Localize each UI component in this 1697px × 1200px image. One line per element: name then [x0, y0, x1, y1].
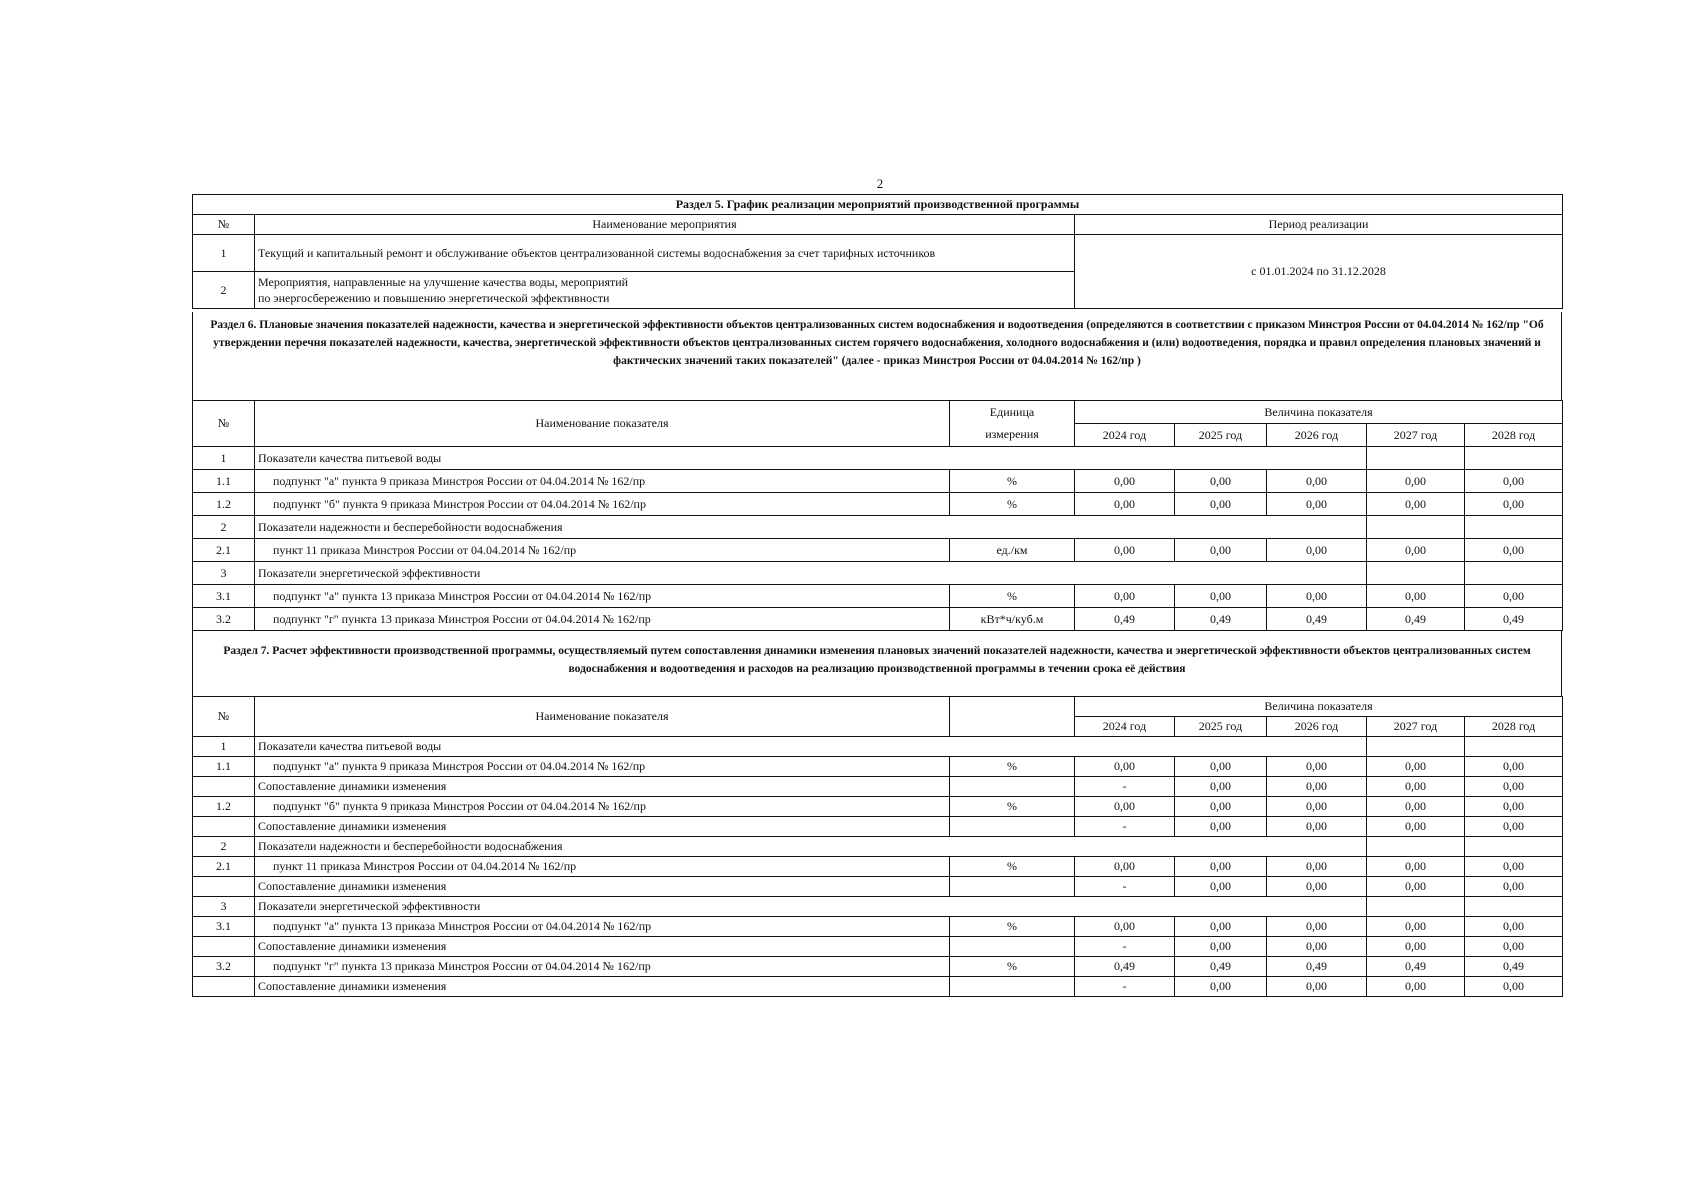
row-value: 0,00 — [1267, 797, 1367, 817]
row-value: - — [1075, 877, 1175, 897]
row-indicator-name: подпункт "а" пункта 9 приказа Минстроя России от 04.04.2014 № 162/пр — [255, 470, 950, 493]
row-value: 0,00 — [1465, 470, 1563, 493]
row-unit: % — [950, 917, 1075, 937]
section7 — [192, 630, 1562, 997]
row-value: 0,00 — [1367, 777, 1465, 797]
row-indicator-name: подпункт "а" пункта 13 приказа Минстроя России от 04.04.2014 № 162/пр — [255, 917, 950, 937]
row-value: 0,00 — [1465, 917, 1563, 937]
table-dynamics-row — [193, 877, 1563, 897]
row-empty-cell — [1465, 837, 1563, 857]
section5-table — [192, 194, 1563, 309]
section6-title: Раздел 6. Плановые значения показателей надежности, качества и энергетической эффективности объектов централизованных систем водоснабжения и водоотведения (определяются в соответствии с приказом Минстроя России от 04.04.2014 № 162/пр "Об утверждении перечня показателей надежности, качества, энергетической эффективности объектов централизованных систем горячего водоснабжения, холодного водоснабжения и (или) водоотведения, порядка и правил определения плановых значений и фактических значений таких показателей" (далее - приказ Минстроя России от 04.04.2014 № 162/пр ) — [192, 312, 1562, 400]
row-value: 0,00 — [1267, 539, 1367, 562]
row-num: 1.2 — [193, 797, 255, 817]
row-value: 0,00 — [1367, 757, 1465, 777]
section6-header-year: 2028 год — [1465, 424, 1563, 447]
row-value: 0,49 — [1175, 957, 1267, 977]
row-indicator-name: Сопоставление динамики изменения — [255, 977, 950, 997]
row-value: 0,00 — [1367, 493, 1465, 516]
table-row — [193, 757, 1563, 777]
row-value: 0,00 — [1367, 977, 1465, 997]
section6-header-unit-line2: измерения — [950, 424, 1075, 447]
row-num — [193, 777, 255, 797]
row-unit: % — [950, 470, 1075, 493]
row-group-name: Показатели надежности и бесперебойности водоснабжения — [255, 837, 1367, 857]
row-value: 0,00 — [1465, 777, 1563, 797]
section7-header-name: Наименование показателя — [255, 697, 950, 737]
table-group-row — [193, 516, 1563, 539]
row-value: 0,00 — [1465, 817, 1563, 837]
row-value: - — [1075, 777, 1175, 797]
section5-title: Раздел 5. График реализации мероприятий производственной программы — [193, 195, 1563, 215]
section7-title: Раздел 7. Расчет эффективности производственной программы, осуществляемый путем сопоставления динамики изменения плановых значений показателей надежности, качества и энергетической эффективности объектов централизованных систем водоснабжения и водоотведения и расходов на реализацию производственной программы в течении срока её действия — [192, 630, 1562, 696]
row-value: 0,00 — [1267, 937, 1367, 957]
row-value: 0,00 — [1367, 877, 1465, 897]
row-num: 3 — [193, 897, 255, 917]
row-value: 0,00 — [1175, 977, 1267, 997]
row-unit — [950, 877, 1075, 897]
row-value: 0,00 — [1367, 470, 1465, 493]
row-indicator-name: подпункт "г" пункта 13 приказа Минстроя России от 04.04.2014 № 162/пр — [255, 608, 950, 631]
row-value: 0,00 — [1367, 857, 1465, 877]
row-num: 1.1 — [193, 470, 255, 493]
section6-header-year: 2026 год — [1267, 424, 1367, 447]
section7-header-year: 2025 год — [1175, 717, 1267, 737]
row-value: 0,00 — [1175, 917, 1267, 937]
row-value: 0,00 — [1175, 539, 1267, 562]
row-num: 2 — [193, 837, 255, 857]
row-value: 0,00 — [1267, 493, 1367, 516]
row-indicator-name: Сопоставление динамики изменения — [255, 877, 950, 897]
row-unit — [950, 777, 1075, 797]
row-value: 0,00 — [1075, 797, 1175, 817]
table-group-row — [193, 562, 1563, 585]
row-unit — [950, 977, 1075, 997]
row-group-name: Показатели надежности и бесперебойности водоснабжения — [255, 516, 1367, 539]
row-value: 0,00 — [1175, 797, 1267, 817]
section5-row-name-line1: Мероприятия, направленные на улучшение качества воды, мероприятий — [258, 275, 629, 289]
row-value: 0,49 — [1367, 957, 1465, 977]
row-value: 0,00 — [1465, 539, 1563, 562]
row-value: 0,00 — [1175, 777, 1267, 797]
row-value: 0,00 — [1175, 757, 1267, 777]
row-value: 0,49 — [1075, 608, 1175, 631]
row-unit: % — [950, 797, 1075, 817]
row-num: 2.1 — [193, 539, 255, 562]
section7-body — [193, 737, 1563, 997]
row-indicator-name: Сопоставление динамики изменения — [255, 937, 950, 957]
table-row — [193, 493, 1563, 516]
row-num — [193, 977, 255, 997]
section5-row-name — [255, 272, 1075, 309]
section7-header-year: 2027 год — [1367, 717, 1465, 737]
table-row — [193, 797, 1563, 817]
row-value: 0,00 — [1075, 470, 1175, 493]
section7-header-year: 2024 год — [1075, 717, 1175, 737]
row-value: 0,00 — [1175, 937, 1267, 957]
row-unit: ед./км — [950, 539, 1075, 562]
section7-header-value-group: Величина показателя — [1075, 697, 1563, 717]
row-value: 0,00 — [1267, 470, 1367, 493]
section6-header-year: 2024 год — [1075, 424, 1175, 447]
row-num: 3.2 — [193, 608, 255, 631]
row-num: 2.1 — [193, 857, 255, 877]
row-value: 0,00 — [1267, 817, 1367, 837]
row-indicator-name: подпункт "а" пункта 13 приказа Минстроя России от 04.04.2014 № 162/пр — [255, 585, 950, 608]
row-value: 0,49 — [1465, 957, 1563, 977]
section6-header-value-group: Величина показателя — [1075, 401, 1563, 424]
row-value: - — [1075, 977, 1175, 997]
row-indicator-name: Сопоставление динамики изменения — [255, 817, 950, 837]
row-empty-cell — [1367, 837, 1465, 857]
section6-body — [193, 447, 1563, 631]
row-empty-cell — [1465, 447, 1563, 470]
row-indicator-name: пункт 11 приказа Минстроя России от 04.04.2014 № 162/пр — [255, 857, 950, 877]
row-empty-cell — [1367, 516, 1465, 539]
row-value: 0,00 — [1175, 470, 1267, 493]
row-value: 0,49 — [1267, 957, 1367, 977]
row-indicator-name: подпункт "а" пункта 9 приказа Минстроя России от 04.04.2014 № 162/пр — [255, 757, 950, 777]
row-value: 0,00 — [1267, 977, 1367, 997]
row-unit: кВт*ч/куб.м — [950, 608, 1075, 631]
row-num: 1 — [193, 737, 255, 757]
row-num: 1.2 — [193, 493, 255, 516]
row-num: 1.1 — [193, 757, 255, 777]
row-value: 0,49 — [1367, 608, 1465, 631]
row-num: 2 — [193, 516, 255, 539]
section5-header-name: Наименование мероприятия — [255, 215, 1075, 235]
table-group-row — [193, 447, 1563, 470]
table-dynamics-row — [193, 817, 1563, 837]
row-empty-cell — [1465, 562, 1563, 585]
row-indicator-name: подпункт "б" пункта 9 приказа Минстроя России от 04.04.2014 № 162/пр — [255, 797, 950, 817]
table-dynamics-row — [193, 977, 1563, 997]
table-group-row — [193, 897, 1563, 917]
row-empty-cell — [1367, 737, 1465, 757]
row-value: 0,00 — [1175, 857, 1267, 877]
row-value: 0,00 — [1367, 539, 1465, 562]
section5-row-num: 2 — [193, 272, 255, 309]
row-empty-cell — [1465, 516, 1563, 539]
row-value: 0,00 — [1367, 797, 1465, 817]
section5-row-num: 1 — [193, 235, 255, 272]
row-value: 0,00 — [1367, 817, 1465, 837]
row-value: 0,00 — [1267, 917, 1367, 937]
table-row — [193, 539, 1563, 562]
section6-table — [192, 400, 1563, 631]
section5 — [192, 194, 1562, 309]
row-num — [193, 817, 255, 837]
section7-header-unit-empty — [950, 697, 1075, 737]
row-group-name: Показатели качества питьевой воды — [255, 737, 1367, 757]
page-number: 2 — [876, 176, 884, 191]
row-unit: % — [950, 857, 1075, 877]
row-value: 0,49 — [1267, 608, 1367, 631]
row-value: 0,00 — [1175, 585, 1267, 608]
row-value: 0,00 — [1267, 877, 1367, 897]
row-unit: % — [950, 957, 1075, 977]
row-group-name: Показатели энергетической эффективности — [255, 897, 1367, 917]
row-num: 3.1 — [193, 917, 255, 937]
table-dynamics-row — [193, 777, 1563, 797]
row-value: 0,00 — [1465, 937, 1563, 957]
row-empty-cell — [1367, 562, 1465, 585]
row-num: 1 — [193, 447, 255, 470]
row-value: 0,00 — [1367, 585, 1465, 608]
section5-row-name-line2: по энергосбережению и повышению энергетической эффективности — [258, 291, 610, 305]
table-row — [193, 857, 1563, 877]
row-value: 0,00 — [1367, 917, 1465, 937]
row-indicator-name: Сопоставление динамики изменения — [255, 777, 950, 797]
row-value: 0,00 — [1367, 937, 1465, 957]
row-unit — [950, 817, 1075, 837]
section5-header-num: № — [193, 215, 255, 235]
section6-header-num: № — [193, 401, 255, 447]
row-value: 0,00 — [1175, 817, 1267, 837]
section6-header-year: 2025 год — [1175, 424, 1267, 447]
row-value: 0,00 — [1267, 777, 1367, 797]
table-group-row — [193, 837, 1563, 857]
row-empty-cell — [1367, 447, 1465, 470]
row-value: 0,00 — [1465, 493, 1563, 516]
row-group-name: Показатели энергетической эффективности — [255, 562, 1367, 585]
row-num: 3.2 — [193, 957, 255, 977]
row-value: 0,00 — [1075, 585, 1175, 608]
row-value: 0,49 — [1465, 608, 1563, 631]
section6 — [192, 312, 1562, 631]
section5-row-name: Текущий и капитальный ремонт и обслуживание объектов централизованной системы водоснабжения за счет тарифных источников — [255, 235, 1075, 272]
table-row — [193, 585, 1563, 608]
row-value: 0,00 — [1075, 493, 1175, 516]
table-row — [193, 917, 1563, 937]
row-value: 0,00 — [1267, 757, 1367, 777]
table-group-row — [193, 737, 1563, 757]
row-unit: % — [950, 585, 1075, 608]
row-value: 0,00 — [1075, 539, 1175, 562]
row-group-name: Показатели качества питьевой воды — [255, 447, 1367, 470]
row-value: 0,00 — [1465, 797, 1563, 817]
row-value: - — [1075, 817, 1175, 837]
row-value: 0,00 — [1465, 877, 1563, 897]
row-indicator-name: подпункт "б" пункта 9 приказа Минстроя России от 04.04.2014 № 162/пр — [255, 493, 950, 516]
table-row — [193, 470, 1563, 493]
section7-table — [192, 696, 1563, 997]
row-unit: % — [950, 493, 1075, 516]
row-value: 0,00 — [1267, 857, 1367, 877]
section6-header-name: Наименование показателя — [255, 401, 950, 447]
table-row — [193, 957, 1563, 977]
section6-header-year: 2027 год — [1367, 424, 1465, 447]
row-num: 3.1 — [193, 585, 255, 608]
section7-header-year: 2028 год — [1465, 717, 1563, 737]
row-value: 0,00 — [1465, 585, 1563, 608]
section6-header-unit-line1: Единица — [950, 401, 1075, 424]
section5-period-value: с 01.01.2024 по 31.12.2028 — [1075, 235, 1563, 309]
row-value: 0,00 — [1175, 493, 1267, 516]
row-unit — [950, 937, 1075, 957]
row-empty-cell — [1465, 897, 1563, 917]
row-unit: % — [950, 757, 1075, 777]
section5-header-period: Период реализации — [1075, 215, 1563, 235]
row-value: 0,00 — [1075, 857, 1175, 877]
section5-row — [193, 235, 1563, 272]
row-value: 0,00 — [1465, 977, 1563, 997]
row-value: 0,00 — [1175, 877, 1267, 897]
row-value: 0,49 — [1175, 608, 1267, 631]
row-value: 0,00 — [1267, 585, 1367, 608]
row-num — [193, 877, 255, 897]
row-value: - — [1075, 937, 1175, 957]
row-value: 0,49 — [1075, 957, 1175, 977]
section7-header-year: 2026 год — [1267, 717, 1367, 737]
row-value: 0,00 — [1465, 757, 1563, 777]
section7-header-num: № — [193, 697, 255, 737]
row-indicator-name: пункт 11 приказа Минстроя России от 04.04.2014 № 162/пр — [255, 539, 950, 562]
row-num: 3 — [193, 562, 255, 585]
row-value: 0,00 — [1075, 757, 1175, 777]
row-value: 0,00 — [1465, 857, 1563, 877]
row-empty-cell — [1367, 897, 1465, 917]
table-dynamics-row — [193, 937, 1563, 957]
row-indicator-name: подпункт "г" пункта 13 приказа Минстроя России от 04.04.2014 № 162/пр — [255, 957, 950, 977]
row-num — [193, 937, 255, 957]
row-value: 0,00 — [1075, 917, 1175, 937]
table-row — [193, 608, 1563, 631]
row-empty-cell — [1465, 737, 1563, 757]
